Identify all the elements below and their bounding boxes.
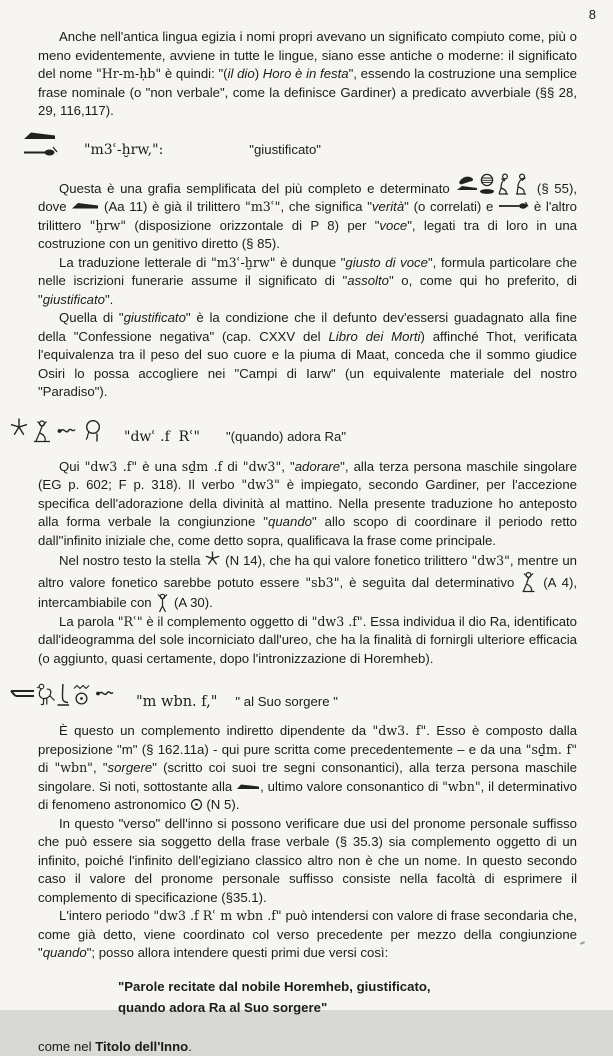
translit-run: sḏm .f xyxy=(182,459,223,474)
hieroglyph-line-dwa-f-ra xyxy=(8,417,577,447)
translit-run: "wbn" xyxy=(54,760,93,775)
translit-run: "wbn" xyxy=(442,779,481,794)
scan-artifact xyxy=(580,941,585,945)
text-run: è il complemento oggetto di xyxy=(143,614,312,629)
text-run: Qui xyxy=(59,459,85,474)
paragraph-giustificato xyxy=(38,309,577,402)
hieroglyph-line-m-wbn-f xyxy=(8,681,577,711)
text-run: L'intero periodo xyxy=(59,908,153,923)
verse-line-1: "Parole recitate dal nobile Horemheb, giustificato, xyxy=(118,976,577,997)
text-run: ", legati tra di loro in una costruzione con un genitivo diretto (§ 85). xyxy=(38,218,577,252)
text-run: La traduzione letterale di xyxy=(59,255,211,270)
hieroglyph-line-maa-khrw xyxy=(22,130,577,160)
italic-run: adorare xyxy=(295,459,340,474)
text-run: " (scritto coi suoi tre segni consonantici), alla terza persona maschile singolare. Si noti, sottostante alla xyxy=(38,760,577,794)
italic-run: Horo è in festa xyxy=(263,66,349,81)
text-run: . Esso è composto dalla preposizione "m" (§ 162.11a) - qui pure scritta come precedentemente – e da una xyxy=(38,723,577,757)
translit-run: "dw3" xyxy=(471,553,509,568)
italic-run: voce xyxy=(379,218,407,233)
italic-run: giustificato xyxy=(124,310,186,325)
text-run: ". xyxy=(105,292,113,307)
text-run: (Aa 11) è già il trilittero xyxy=(99,199,245,214)
text-run: ", essendo la costruzione una semplice frase nominale (o "non verbale", come la definisce Gardiner) a predicato avverbiale (§§ 28, 29, 116,117). xyxy=(38,66,577,118)
italic-run: verità xyxy=(372,199,404,214)
text-run: , " xyxy=(281,459,294,474)
text-run: (§ 55), dove xyxy=(38,181,577,215)
text-run: "; posso allora intendere questi primi due versi così: xyxy=(87,945,389,960)
italic-run: assolto xyxy=(347,273,389,288)
hieroglyph-gloss: "giustificato" xyxy=(249,141,321,160)
a4-praising-man-icon xyxy=(520,571,537,593)
star-n14-icon xyxy=(204,550,221,567)
italic-run: sorgere xyxy=(108,760,153,775)
closing-line xyxy=(38,1038,577,1056)
text-run: è quindi: "( xyxy=(161,66,227,81)
hieroglyph-gloss: " al Suo sorgere " xyxy=(235,693,337,712)
text-run: " allo scopo di coordinare il periodo retto dall''infinito iniziale che, come detto sopra, qualificava la frase come principale. xyxy=(38,514,577,548)
a30-praising-man-icon xyxy=(155,593,170,613)
text-run: (disposizione orizzontale di P 8) per " xyxy=(126,218,379,233)
translit-run: "m3ʿ" xyxy=(245,199,280,214)
hieroglyph-transliteration: "dwʿ .f Rʿ" xyxy=(124,428,200,447)
maa-khrw-full-group-icon xyxy=(455,172,531,198)
hieroglyph-transliteration: "m3ʿ-ḫrw,": xyxy=(84,141,163,160)
text-run: è dunque " xyxy=(276,255,346,270)
text-run: " o, come qui ho preferito, di " xyxy=(38,273,577,307)
translit-run: "sb3" xyxy=(305,575,339,590)
paragraph-stella xyxy=(38,550,577,613)
maa-khrw-abbreviated-icon xyxy=(22,130,58,160)
text-run: , è seguìta dal determinativo xyxy=(339,575,520,590)
text-run: (N 5). xyxy=(203,797,240,812)
italic-run: il dio xyxy=(228,66,255,81)
paragraph-ra xyxy=(38,613,577,669)
translit-run: "ḫrw" xyxy=(90,218,127,233)
verse-line-2: quando adora Ra al Suo sorgere" xyxy=(118,997,577,1018)
text-run: In questo "verso" dell'inno si possono verificare due usi del pronome personale suffisso che può essere sia soggetto della frase verbale (§ 35.3) sia complemento oggetto di un infinito, poiché l'infinito dell'egiziano classico altro non è che un nome. In questo secondo caso il valore del pronome personale suffisso consiste nella facoltà di esprimere il complemento di specificazione (§35.1). xyxy=(38,816,577,905)
translit-run: "dw3 .f" xyxy=(312,614,363,629)
page-number: 8 xyxy=(589,6,596,25)
text-run: (A 4), intercambiabile con xyxy=(38,575,577,610)
italic-run: giusto di voce xyxy=(345,255,428,270)
paragraph-dwa xyxy=(38,458,577,551)
paragraph-complemento xyxy=(38,722,577,815)
text-run: , " xyxy=(93,760,108,775)
dwa-f-ra-group-icon xyxy=(8,417,108,447)
text-run: . xyxy=(188,1039,192,1054)
translit-run: "dw3 .f Rʿ m wbn .f" xyxy=(153,908,281,923)
paragraph-verso xyxy=(38,815,577,908)
paragraph-intero-periodo xyxy=(38,907,577,963)
text-run: come nel xyxy=(38,1039,95,1054)
text-run: (N 14), che ha qui valore fonetico trilittero xyxy=(221,553,471,568)
paragraph-grafia xyxy=(38,172,577,254)
m-wbn-f-group-icon xyxy=(8,681,116,711)
text-run: può intendersi con valore di frase secondaria che, come già detto, viene coordinato col verso precedente per mezzo della congiunzione " xyxy=(38,908,577,960)
text-run: ", alla terza persona maschile singolare (EG p. 602; F p. 318). Il verbo xyxy=(38,459,577,493)
text-run: ) affinché Thot, verificata l'equivalenza tra il peso del suo cuore e la piuma di Maat, conceda che il sommo giudice Osiri lo possa accogliere nei "Campi di Iarw" (un equivalente materiale del nostro "Paradiso"). xyxy=(38,329,577,400)
text-run: di xyxy=(222,459,242,474)
flat-sign-icon xyxy=(236,782,260,791)
italic-run: giustificato xyxy=(43,292,105,307)
aa11-plinth-icon xyxy=(71,200,99,211)
translit-run: "dw3" xyxy=(243,459,281,474)
text-run: . Essa individua il dio Ra, identificato dall'ideogramma del sole incorniciato dall'ureo, che ha la finalità di fornirgli ulteriore efficacia (o aggiunto, quasi certamente, dopo l'intronizzazione di Horemheb). xyxy=(38,614,577,666)
italic-run: quando xyxy=(43,945,87,960)
verse-quote xyxy=(118,976,577,1018)
text-run: , ultimo valore consonantico di xyxy=(260,779,442,794)
italic-run: Libro dei Morti xyxy=(328,329,420,344)
text-run: La parola xyxy=(59,614,118,629)
translit-run: "sḏm. f" xyxy=(526,742,577,757)
text-run: ", formula particolare che nelle iscrizioni funerarie assume il significato di " xyxy=(38,255,577,289)
text-run: è l'altro trilittero xyxy=(38,199,577,233)
translit-run: "Rʿ" xyxy=(118,614,143,629)
text-run: Questa è una grafia semplificata del più completo e determinato xyxy=(59,181,455,196)
text-run: È questo un complemento indiretto dipendente da xyxy=(59,723,372,738)
text-run: " è la condizione che il defunto dev'essersi guadagnato alla fine della "Confessione negativa" (cap. CXXV del xyxy=(38,310,577,344)
translit-run: "dw3 .f" xyxy=(85,459,138,474)
paragraph-intro xyxy=(38,28,577,121)
text-run: è una xyxy=(137,459,182,474)
paragraph-traduzione xyxy=(38,254,577,310)
hieroglyph-gloss: "(quando) adora Ra" xyxy=(226,428,346,447)
translit-run: "m3ʿ-ḫrw" xyxy=(211,255,276,270)
text-run: , il determinativo di fenomeno astronomico xyxy=(38,779,577,813)
oar-horizontal-icon xyxy=(498,200,529,211)
translit-run: "Hr-m-ḥb" xyxy=(96,66,161,81)
hieroglyph-transliteration: "m wbn. f," xyxy=(136,693,217,712)
text-run: (A 30). xyxy=(170,595,213,610)
text-run: è impiegato, secondo Gardiner, per l'accezione specifica dell'adorazione della divinità al mattino. Nella presente traduzione ho anteposto alla forma verbale la congiunzione " xyxy=(38,477,577,529)
text-run: , che significa " xyxy=(280,199,371,214)
text-run: ) xyxy=(255,66,263,81)
text-run: " (o correlati) e xyxy=(404,199,498,214)
translit-run: "dw3" xyxy=(241,477,279,492)
italic-run: quando xyxy=(268,514,312,529)
text-run: di xyxy=(38,760,54,775)
translit-run: "dw3. f" xyxy=(372,723,426,738)
text-run: Quella di " xyxy=(59,310,124,325)
text-run: Anche nell'antica lingua egizia i nomi propri avevano un significato compiuto come, più o meno evidentemente, avviene in tutte le lingue, siano esse antiche o moderne: il significato del nome xyxy=(38,29,577,81)
bold-run: Titolo dell'Inno xyxy=(95,1039,188,1054)
sun-disk-n5-icon xyxy=(190,798,203,811)
text-run: , mentre un altro valore fonetico sarebbe potuto essere xyxy=(38,553,577,590)
text-run: Nel nostro testo la stella xyxy=(59,553,204,568)
